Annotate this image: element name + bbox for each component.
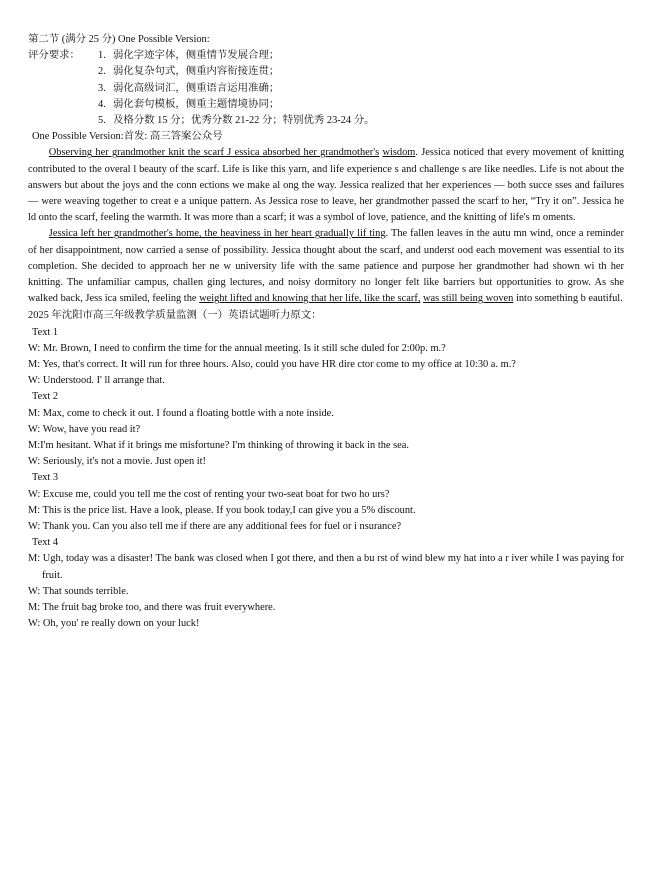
underlined-phrase: Observing her grandmother knit the scarf J essica absorbed her grandmother's xyxy=(48,147,380,159)
criteria-item-2 xyxy=(28,64,624,80)
essay-paragraph-1 xyxy=(28,145,624,226)
paragraph-text: into something b eautiful. xyxy=(513,293,623,305)
essay-paragraph-2 xyxy=(28,226,624,307)
dialogue-line: M: Yes, that's correct. It will run for three hours. Also, could you have HR dire ctor come to my office at 10:30 a. m.? xyxy=(28,358,516,370)
dialogue-line: W: Oh, you' re really down on your luck! xyxy=(28,618,200,630)
criteria-label: 评分要求： xyxy=(28,50,80,62)
text-block-3 xyxy=(28,470,624,535)
paragraph-text: . The fallen leaves in the autu mn wind, once a reminder of her disappointment, now carried a sense of possibility. Jessica thought about the scarf, and underst ood each movement was essential to its completion. She decided to approach her ne w university life with the same patience and purpose her grandmother had shown wi th her knitting. The unfamiliar campus, challen ging lectures, and noisy dormitory no longer felt like barriers but opportunities to grow. As she walked back, Jess ica smiled, feeling the xyxy=(28,228,624,305)
dialogue-line: W: Seriously, it's not a movie. Just open it! xyxy=(28,456,207,468)
document-content xyxy=(28,32,624,632)
dialogue-line: W: Wow, have you read it? xyxy=(28,423,141,435)
section-title: 第二节 (满分 25 分) One Possible Version: xyxy=(28,34,210,45)
underlined-phrase: weight lifted and knowing that her life, like the scarf, xyxy=(199,293,421,305)
criteria-text: 弱化高级词汇，侧重语言运用准确； xyxy=(113,82,280,94)
text-label: Text 1 xyxy=(32,326,59,338)
version-line: One Possible Version:首发: 高三答案公众号 xyxy=(32,131,223,143)
criteria-number: 4. xyxy=(98,98,106,110)
dialogue-line: M: The fruit bag broke too, and there was fruit everywhere. xyxy=(28,602,276,614)
criteria-item-3 xyxy=(28,81,624,97)
dialogue-line: M: Ugh, today was a disaster! The bank was closed when I got there, and then a bu rst of wind blew my hat into a r iver while I was paying for fruit. xyxy=(28,553,624,581)
underlined-phrase: was still being woven xyxy=(423,293,514,305)
criteria-text: 弱化复杂句式，侧重内容衔接连贯； xyxy=(113,66,280,78)
paragraph-text: . Jessica noticed that every movement of knitting contributed to the overal l beauty of the scarf. Life is like this yarn, and life experience s and challenge s are like needles. Life is not about the answers but about the joys and the conn ections we make al ong the way. Jessica realized that her experiences — both succe sses and failures — were weaving together to creat e a unique pattern. As Jessica rose to leave, her grandmother passed the scarf to her, “Try it on”. Jessica he ld onto the scarf, feeling the warmth. It was more than a scarf; it was a symbol of love, patience, and the knitting of life's m oments. xyxy=(28,147,624,224)
listening-transcript xyxy=(28,325,624,633)
criteria-item-1 xyxy=(28,48,624,64)
listening-title: 2025 年沈阳市高三年级教学质量监测（一）英语试题听力原文： xyxy=(28,310,322,322)
criteria-item-4 xyxy=(28,97,624,113)
dialogue-line: W: Thank you. Can you also tell me if there are any additional fees for fuel or i nsurance? xyxy=(28,521,402,533)
criteria-number: 2. xyxy=(98,66,106,78)
criteria-text: 及格分数 15 分；优秀分数 21-22 分；特别优秀 23-24 分。 xyxy=(113,114,375,126)
dialogue-line: M: This is the price list. Have a look, please. If you book today,I can give you a 5% discount. xyxy=(28,504,416,516)
dialogue-line: W: Mr. Brown, I need to confirm the time for the annual meeting. Is it still sche duled for 2:00p. m.? xyxy=(28,342,446,354)
criteria-number: 3. xyxy=(98,82,106,94)
criteria-text: 弱化套句模板，侧重主题情境协同； xyxy=(113,98,280,110)
text-block-4 xyxy=(28,535,624,632)
underlined-phrase: wisdom xyxy=(382,147,416,159)
text-block-2 xyxy=(28,389,624,470)
text-label: Text 3 xyxy=(32,472,59,484)
dialogue-line: M:I'm hesitant. What if it brings me misfortune? I'm thinking of throwing it back in the sea. xyxy=(28,440,410,451)
dialogue-line: W: Understood. I' ll arrange that. xyxy=(28,375,165,387)
criteria-number: 1. xyxy=(98,50,106,62)
criteria-number: 5. xyxy=(98,114,106,126)
text-block-1 xyxy=(28,325,624,390)
dialogue-line: W: That sounds terrible. xyxy=(28,585,129,597)
dialogue-line: M: Max, come to check it out. I found a floating bottle with a note inside. xyxy=(28,407,334,419)
text-label: Text 4 xyxy=(32,537,59,549)
text-label: Text 2 xyxy=(32,391,59,403)
dialogue-line: W: Excuse me, could you tell me the cost of renting your two-seat boat for two ho urs? xyxy=(28,488,390,500)
underlined-phrase: Jessica left her grandmother's home, the heaviness in her heart gradually lif ting xyxy=(48,228,386,240)
criteria-item-5 xyxy=(28,113,624,129)
criteria-text: 弱化字迹字体，侧重情节发展合理； xyxy=(113,50,280,62)
